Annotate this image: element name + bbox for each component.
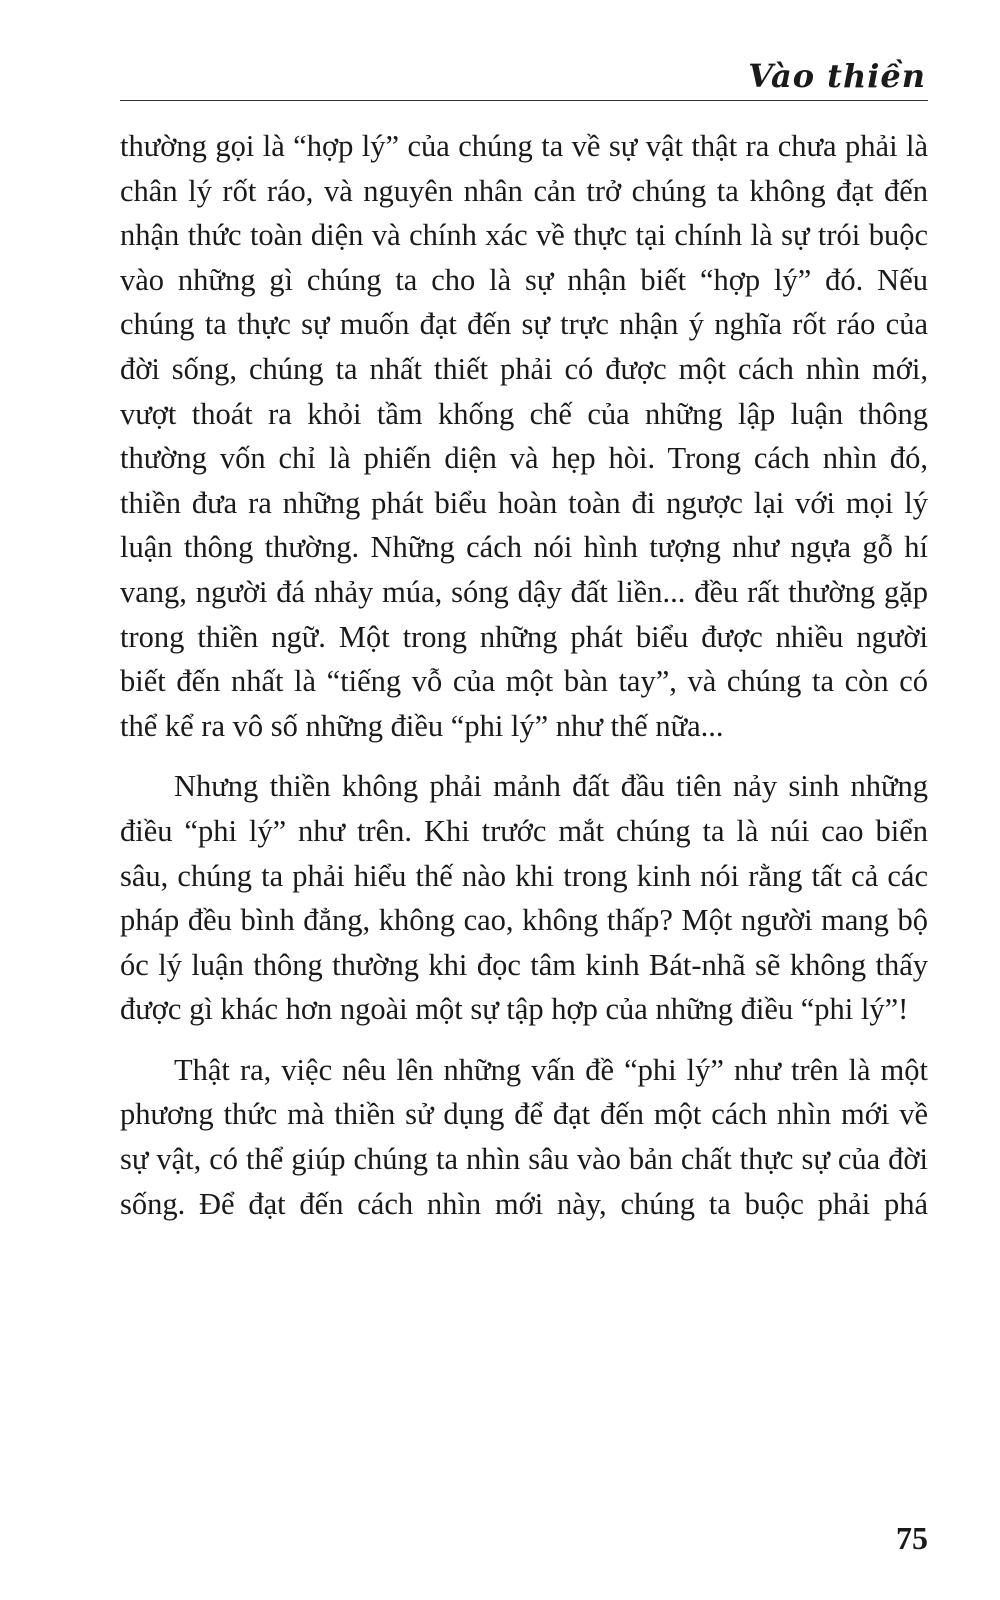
body-paragraph-2: Nhưng thiền không phải mảnh đất đầu tiên nảy sinh những điều “phi lý” như trên. Khi trước mắt chúng ta là núi cao biển sâu, chúng ta phải hiểu thế nào khi trong kinh nói rằng tất cả các pháp đều bình đẳng, không cao, không thấp? Một người mang bộ óc lý luận thông thường khi đọc tâm kinh Bát-nhã sẽ không thấy được gì khác hơn ngoài một sự tập hợp của những điều “phi lý”! bbox=[120, 769, 928, 1027]
body-paragraph-3: Thật ra, việc nêu lên những vấn đề “phi lý” như trên là một phương thức mà thiền sử dụng để đạt đến một cách nhìn mới về sự vật, có thể giúp chúng ta nhìn sâu vào bản chất thực sự của đời sống. Để đạt đến cách nhìn mới này, chúng ta buộc phải phá bbox=[120, 1052, 928, 1221]
body-paragraph-1: thường gọi là “hợp lý” của chúng ta về sự vật thật ra chưa phải là chân lý rốt ráo, và nguyên nhân cản trở chúng ta không đạt đến nhận thức toàn diện và chính xác về thực tại chính là sự trói buộc vào những gì chúng ta cho là sự nhận biết “hợp lý” đó. Nếu chúng ta thực sự muốn đạt đến sự trực nhận ý nghĩa rốt ráo của đời sống, chúng ta nhất thiết phải có được một cách nhìn mới, vượt thoát ra khỏi tầm khống chế của những lập luận thông thường vốn chỉ là phiến diện và hẹp hòi. Trong cách nhìn đó, thiền đưa ra những phát biểu hoàn toàn đi ngược lại với mọi lý luận thông thường. Những cách nói hình tượng như ngựa gỗ hí vang, người đá nhảy múa, sóng dậy đất liền... đều rất thường gặp trong thiền ngữ. Một trong những phát biểu được nhiều người biết đến nhất là “tiếng vỗ của một bàn tay”, và chúng ta còn có thể kể ra vô số những điều “phi lý” như thế nữa... bbox=[120, 129, 928, 743]
page-body bbox=[120, 124, 928, 1226]
running-head bbox=[120, 52, 928, 101]
page-number: 75 bbox=[896, 1520, 928, 1556]
running-head-title: Vào thiền bbox=[748, 57, 926, 95]
